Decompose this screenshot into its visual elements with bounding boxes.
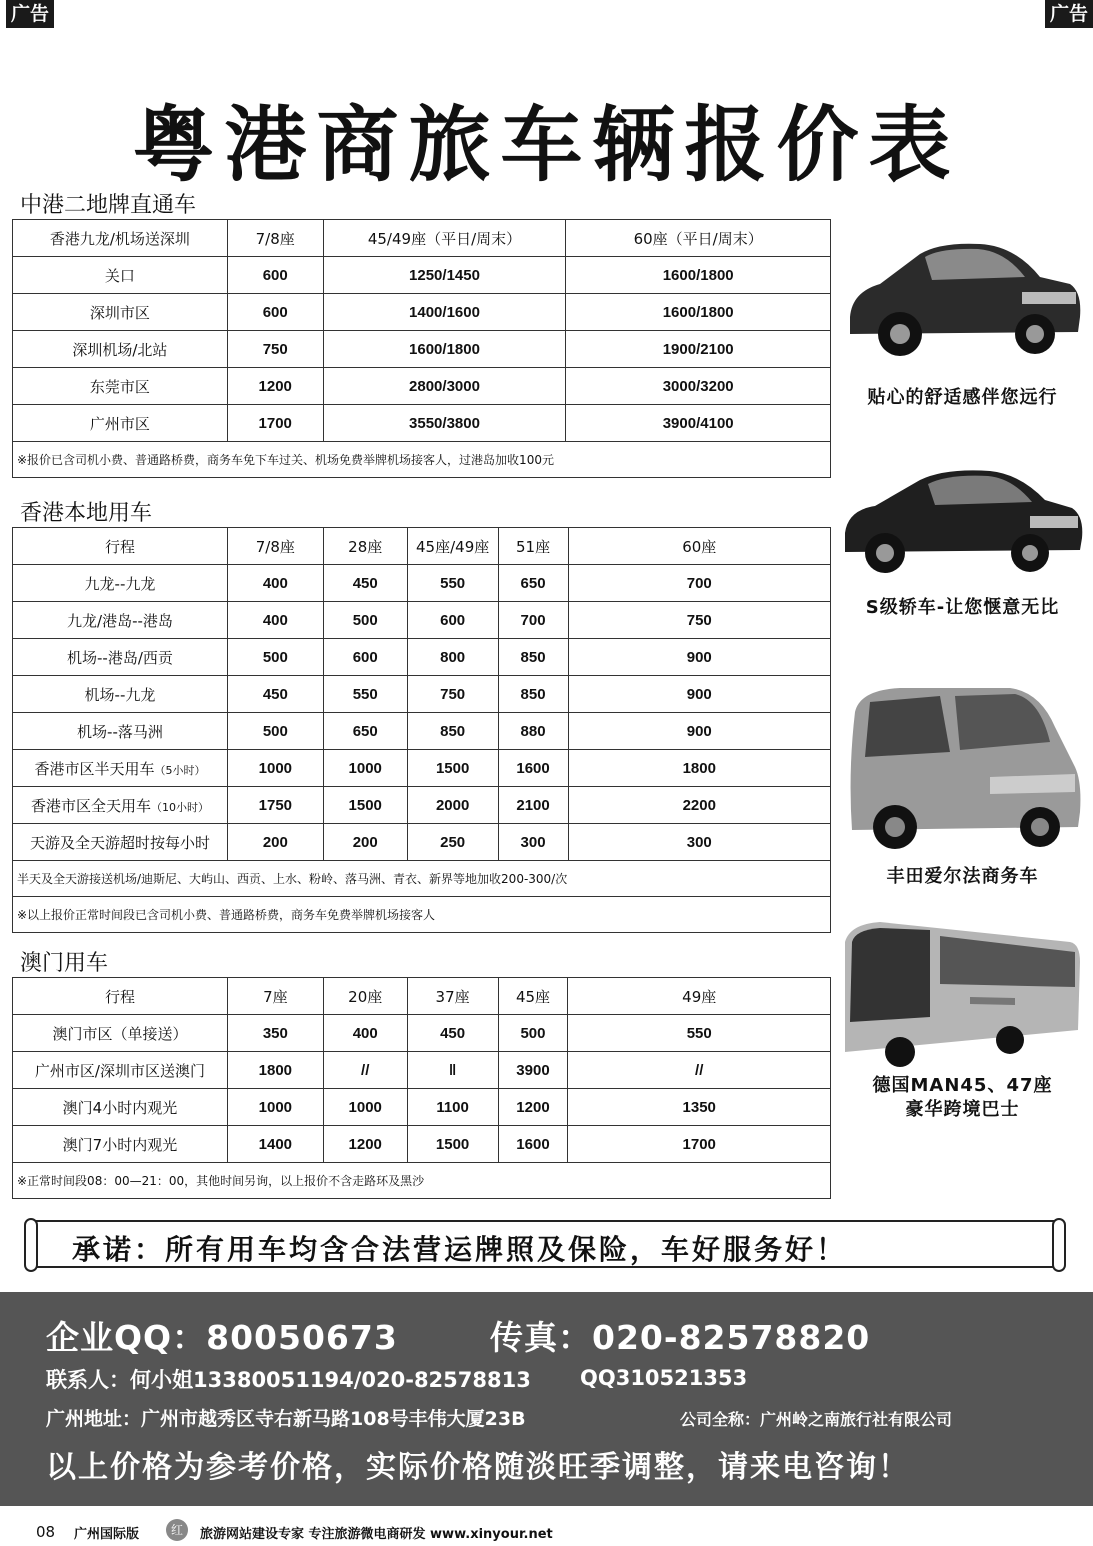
ad-label-left: 广告 (6, 0, 54, 28)
table-row (13, 405, 831, 442)
address: 广州地址：广州市越秀区寺右新马路108号丰伟大厦23B (46, 1408, 526, 1430)
price-cell: 1800 (568, 750, 830, 787)
caption-sedan: 贴心的舒适感伴您远行 (867, 387, 1058, 408)
price-cell: // (568, 1052, 831, 1089)
alphard-image (840, 682, 1085, 857)
route-cell: 深圳市区 (13, 294, 228, 331)
price-cell: 250 (407, 824, 498, 861)
price-cell: 200 (323, 824, 407, 861)
header-cell: 49座 (568, 978, 831, 1015)
section-title-macau: 澳门用车 (20, 951, 109, 976)
price-cell: 1700 (568, 1126, 831, 1163)
price-cell: 1000 (323, 750, 407, 787)
price-cell: 900 (568, 639, 830, 676)
price-cell: 550 (568, 1015, 831, 1052)
price-cell: 1000 (227, 750, 323, 787)
table-row (13, 750, 831, 787)
table-row (13, 639, 831, 676)
price-cell: 850 (498, 676, 568, 713)
route-cell: 广州市区 (13, 405, 228, 442)
price-cell: 700 (568, 565, 830, 602)
price-cell: 3900/4100 (566, 405, 831, 442)
route-cell: 机场--落马洲 (13, 713, 228, 750)
page-title: 粤港商旅车辆报价表 (132, 98, 961, 193)
header-cell: 60座 (568, 528, 830, 565)
table-row (13, 1015, 831, 1052)
route-cell: 机场--九龙 (13, 676, 228, 713)
route-cell: 九龙/港岛--港岛 (13, 602, 228, 639)
promise-text: 承诺：所有用车均含合法营运牌照及保险，车好服务好！ (72, 1233, 848, 1266)
table-row (13, 565, 831, 602)
price-cell: 750 (407, 676, 498, 713)
price-cell: 1400 (227, 1126, 323, 1163)
price-cell: 350 (227, 1015, 323, 1052)
table-row (13, 331, 831, 368)
price-cell: 2800/3000 (323, 368, 566, 405)
price-cell: 1500 (323, 787, 407, 824)
header-cell: 行程 (13, 978, 228, 1015)
price-cell: 1600 (498, 750, 568, 787)
table-row (13, 824, 831, 861)
route-cell: 关口 (13, 257, 228, 294)
route-cell: 深圳机场/北站 (13, 331, 228, 368)
table-row (13, 368, 831, 405)
price-cell: 1350 (568, 1089, 831, 1126)
route-cell: 九龙--九龙 (13, 565, 228, 602)
price-cell: 400 (323, 1015, 407, 1052)
table-row (13, 1089, 831, 1126)
price-cell: 550 (407, 565, 498, 602)
price-cell: 3900 (498, 1052, 568, 1089)
table-note-row (13, 897, 831, 933)
route-label: 香港市区半天用车 (34, 759, 155, 778)
price-cell: 550 (323, 676, 407, 713)
price-cell: 600 (323, 639, 407, 676)
header-cell: 7座 (227, 978, 323, 1015)
price-cell: 200 (227, 824, 323, 861)
macau-price-table (12, 977, 831, 1199)
price-cell: 300 (568, 824, 830, 861)
price-cell: 400 (227, 602, 323, 639)
price-cell: 450 (323, 565, 407, 602)
price-cell: 900 (568, 713, 830, 750)
header-cell: 7/8座 (227, 220, 323, 257)
price-cell: 500 (323, 602, 407, 639)
price-cell: 750 (568, 602, 830, 639)
hk-local-price-table (12, 527, 831, 933)
contact-panel (0, 1292, 1093, 1506)
table-note: ※正常时间段08：00—21：00，其他时间另询，以上报价不含走路环及黑沙 (13, 1163, 831, 1199)
price-cell: 1600/1800 (323, 331, 566, 368)
price-cell: 2000 (407, 787, 498, 824)
scroll-right-decoration (1052, 1218, 1066, 1272)
header-cell: 香港九龙/机场送深圳 (13, 220, 228, 257)
scroll-left-decoration (24, 1218, 38, 1272)
table-note-row (13, 442, 831, 478)
table-header-row (13, 528, 831, 565)
table-note-row (13, 1163, 831, 1199)
promise-banner (30, 1220, 1060, 1268)
caption-coach-line1: 德国MAN45、47座 (872, 1075, 1053, 1096)
price-cell: 2200 (568, 787, 830, 824)
price-cell: 650 (323, 713, 407, 750)
price-cell: 450 (227, 676, 323, 713)
header-cell: 7/8座 (227, 528, 323, 565)
price-cell: 1000 (323, 1089, 407, 1126)
route-cell: 天游及全天游超时按每小时 (13, 824, 228, 861)
caption-s-class: S级轿车-让您惬意无比 (865, 597, 1060, 618)
price-cell: 1250/1450 (323, 257, 566, 294)
route-cell (13, 750, 228, 787)
header-cell: 45/49座（平日/周末） (323, 220, 566, 257)
caption-coach-line2: 豪华跨境巴士 (905, 1099, 1020, 1120)
header-cell: 51座 (498, 528, 568, 565)
price-cell: 2100 (498, 787, 568, 824)
page-number: 08 (36, 1523, 56, 1541)
route-cell: 澳门4小时内观光 (13, 1089, 228, 1126)
coach-bus-image (840, 912, 1085, 1067)
price-cell: 1750 (227, 787, 323, 824)
company-qq: 企业QQ：80050673 (46, 1318, 398, 1357)
footer (0, 1516, 1093, 1546)
price-cell: 500 (227, 713, 323, 750)
price-cell: 1200 (227, 368, 323, 405)
price-cell: 1600 (498, 1126, 568, 1163)
price-cell: 1900/2100 (566, 331, 831, 368)
route-cell: 东莞市区 (13, 368, 228, 405)
price-cell: 900 (568, 676, 830, 713)
brand-logo-icon: 红 (166, 1519, 188, 1541)
header-cell: 37座 (407, 978, 498, 1015)
edition-label: 广州国际版 (74, 1527, 140, 1542)
s-class-image (840, 458, 1085, 583)
cn-hk-price-table (12, 219, 831, 478)
company-name: 公司全称：广州岭之南旅行社有限公司 (680, 1410, 953, 1429)
price-cell: 700 (498, 602, 568, 639)
route-label: 香港市区全天用车 (30, 796, 151, 815)
price-cell: 300 (498, 824, 568, 861)
route-cell (13, 787, 228, 824)
price-cell: 1800 (227, 1052, 323, 1089)
price-cell: 880 (498, 713, 568, 750)
price-cell: 1100 (407, 1089, 498, 1126)
price-cell: 1000 (227, 1089, 323, 1126)
price-cell: 1400/1600 (323, 294, 566, 331)
header-cell: 28座 (323, 528, 407, 565)
price-cell: 400 (227, 565, 323, 602)
price-cell: 850 (498, 639, 568, 676)
price-cell: 1500 (407, 1126, 498, 1163)
table-row (13, 602, 831, 639)
price-cell: 450 (407, 1015, 498, 1052)
price-disclaimer: 以上价格为参考价格，实际价格随淡旺季调整，请来电咨询！ (46, 1450, 910, 1485)
contact-qq: QQ310521353 (580, 1366, 748, 1390)
caption-alphard: 丰田爱尔法商务车 (886, 866, 1039, 887)
price-cell: 500 (227, 639, 323, 676)
table-note: ※报价已含司机小费、普通路桥费，商务车免下车过关、机场免费举牌机场接客人，过港岛加收100元 (13, 442, 831, 478)
sedan-image (840, 222, 1085, 372)
table-row (13, 1052, 831, 1089)
price-cell: 800 (407, 639, 498, 676)
table-header-row (13, 220, 831, 257)
price-cell: 1600/1800 (566, 257, 831, 294)
price-cell: // (323, 1052, 407, 1089)
price-cell: 600 (227, 294, 323, 331)
contact-person: 联系人：何小姐13380051194/020-82578813 (46, 1368, 531, 1392)
footer-slogan: 旅游网站建设专家 专注旅游微电商研发 www.xinyour.net (200, 1527, 553, 1542)
ad-label-right: 广告 (1045, 0, 1093, 28)
price-cell: 650 (498, 565, 568, 602)
price-cell: 600 (227, 257, 323, 294)
header-cell: 行程 (13, 528, 228, 565)
header-cell: 20座 (323, 978, 407, 1015)
section-title-cn-hk: 中港二地牌直通车 (20, 193, 197, 218)
header-cell: 45座 (498, 978, 568, 1015)
table-row (13, 713, 831, 750)
header-cell: 45座/49座 (407, 528, 498, 565)
table-row (13, 257, 831, 294)
price-cell: 750 (227, 331, 323, 368)
route-duration: （10小时） (150, 800, 209, 814)
table-row (13, 294, 831, 331)
price-cell: 3000/3200 (566, 368, 831, 405)
price-cell: 1700 (227, 405, 323, 442)
table-note-row (13, 861, 831, 897)
price-cell: 1600/1800 (566, 294, 831, 331)
route-cell: 澳门7小时内观光 (13, 1126, 228, 1163)
price-cell: 600 (407, 602, 498, 639)
section-title-hk-local: 香港本地用车 (20, 501, 153, 526)
price-cell: ‖ (407, 1052, 498, 1089)
route-cell: 机场--港岛/西贡 (13, 639, 228, 676)
table-row (13, 787, 831, 824)
fax-number: 传真：020-82578820 (490, 1318, 871, 1357)
route-cell: 澳门市区（单接送） (13, 1015, 228, 1052)
price-cell: 3550/3800 (323, 405, 566, 442)
price-cell: 1200 (498, 1089, 568, 1126)
price-cell: 500 (498, 1015, 568, 1052)
table-note: 半天及全天游接送机场/迪斯尼、大屿山、西贡、上水、粉岭、落马洲、青衣、新界等地加收200-300/次 (13, 861, 831, 897)
price-cell: 850 (407, 713, 498, 750)
route-cell: 广州市区/深圳市区送澳门 (13, 1052, 228, 1089)
table-row (13, 1126, 831, 1163)
table-note: ※以上报价正常时间段已含司机小费、普通路桥费，商务车免费举牌机场接客人 (13, 897, 831, 933)
table-row (13, 676, 831, 713)
price-cell: 1500 (407, 750, 498, 787)
header-cell: 60座（平日/周末） (566, 220, 831, 257)
table-header-row (13, 978, 831, 1015)
route-duration: （5小时） (154, 763, 206, 777)
price-cell: 1200 (323, 1126, 407, 1163)
